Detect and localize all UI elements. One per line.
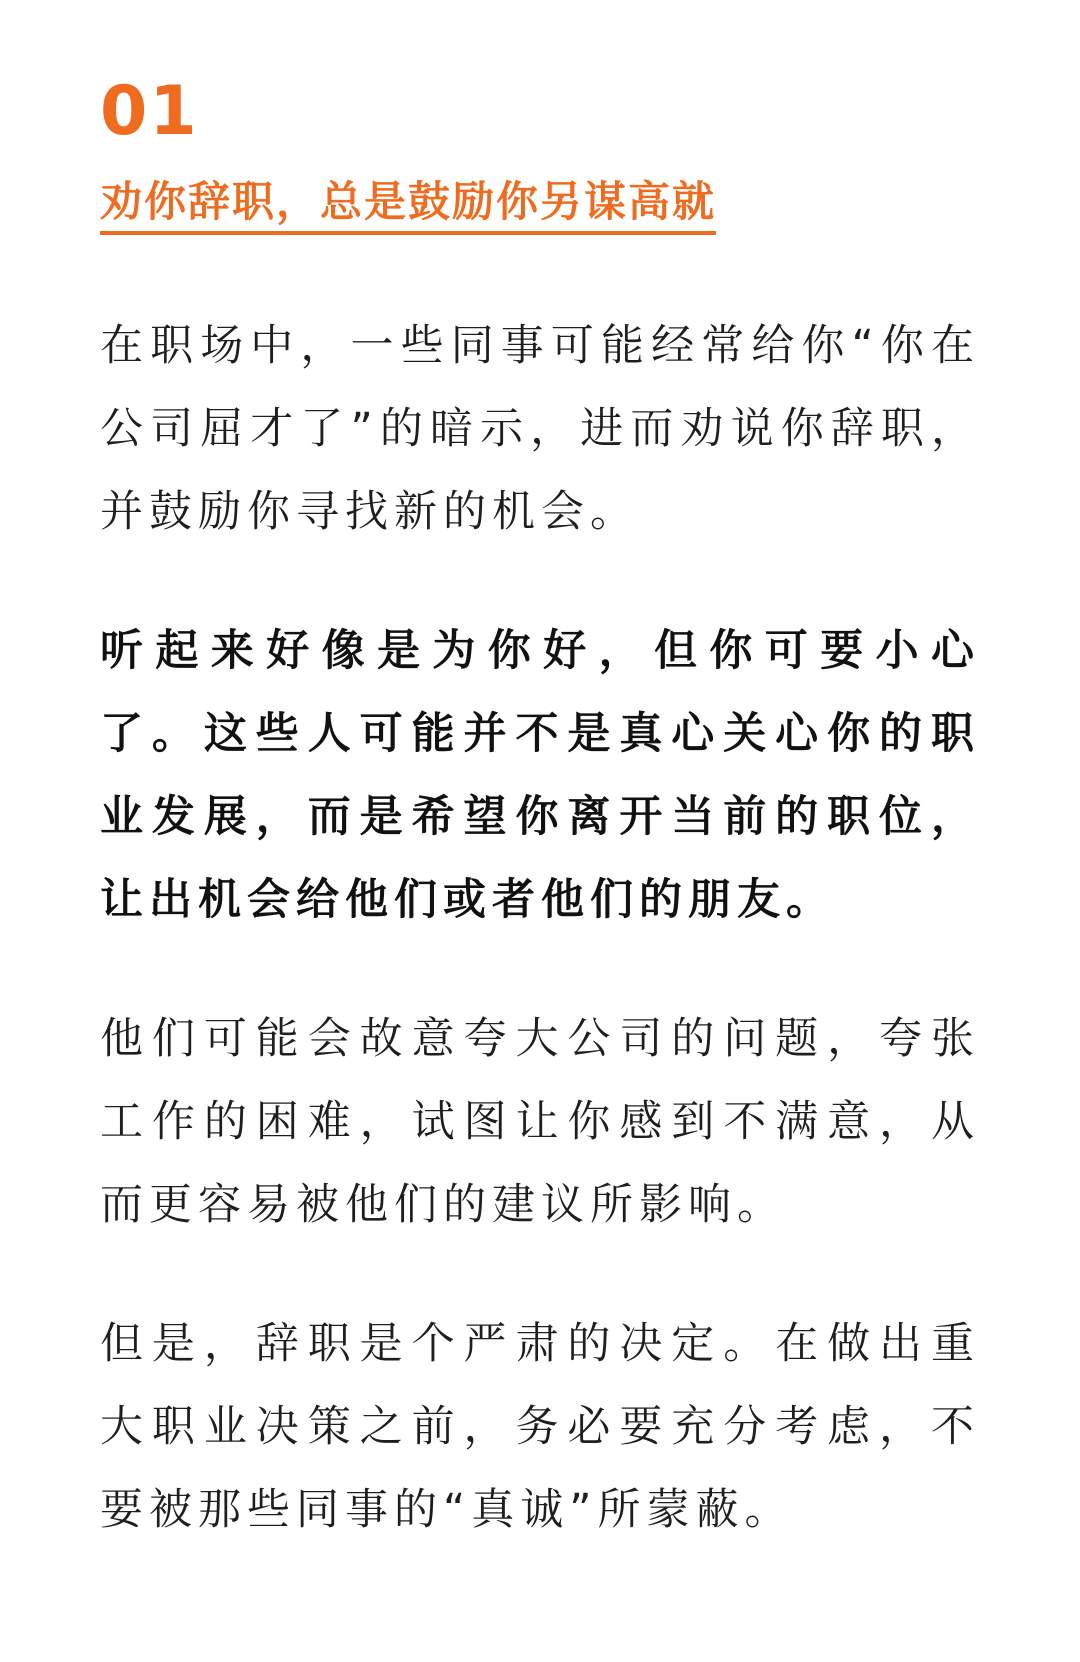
paragraph-tactics: 他们可能会故意夸大公司的问题，夸张工作的困难，试图让你感到不满意，从而更容易被他们的建议所影响。 xyxy=(100,1013,980,1230)
article xyxy=(100,60,980,1552)
paragraph-warning: 听起来好像是为你好，但你可要小心了。这些人可能并不是真心关心你的职业发展，而是希望你离开当前的职位，让出机会给他们或者他们的朋友。 xyxy=(100,625,980,925)
section-heading-underline xyxy=(100,176,716,235)
paragraph-advice: 但是，辞职是个严肃的决定。在做出重大职业决策之前，务必要充分考虑，不要被那些同事的“真诚”所蒙蔽。 xyxy=(100,1318,980,1535)
section-number: 01 xyxy=(100,72,199,151)
section-heading: 劝你辞职，总是鼓励你另谋高就 xyxy=(100,177,717,226)
paragraph-intro: 在职场中，一些同事可能经常给你“你在公司屈才了”的暗示，进而劝说你辞职，并鼓励你寻找新的机会。 xyxy=(100,320,980,537)
